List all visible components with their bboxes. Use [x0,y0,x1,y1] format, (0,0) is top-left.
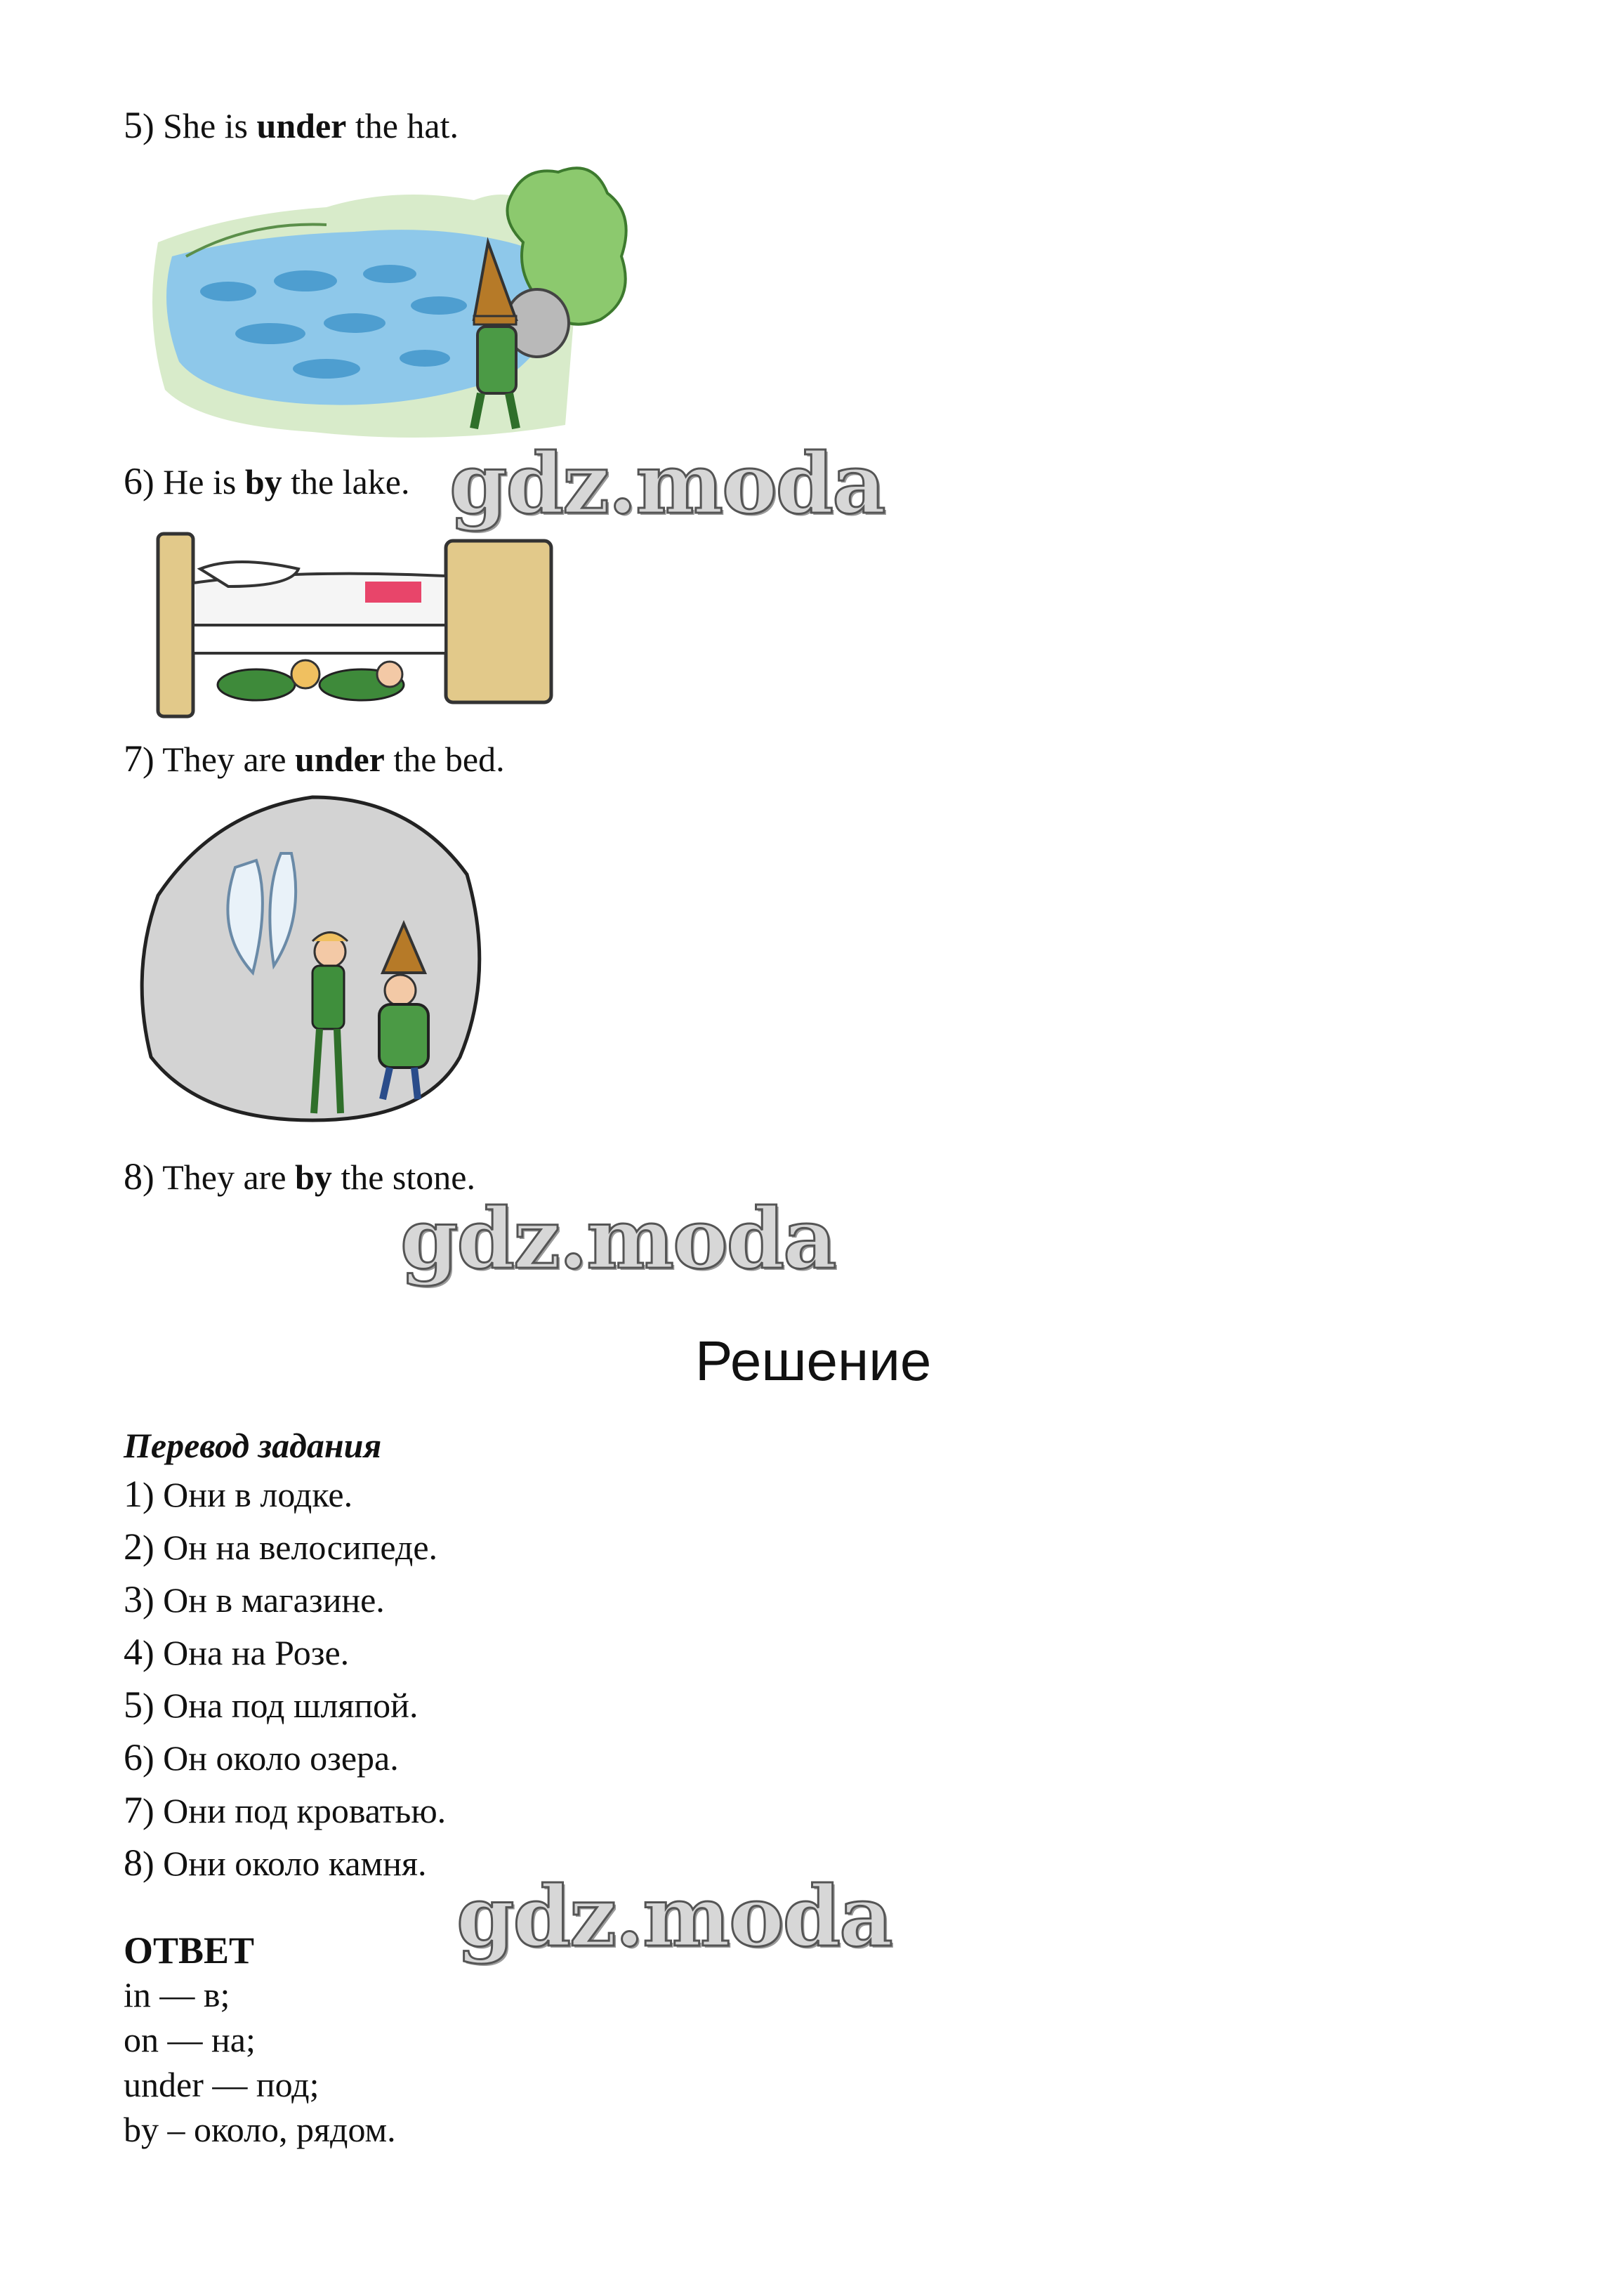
lake-illustration [144,158,678,439]
translation-item: 3) Он в магазине. [124,1578,385,1620]
translation-item: 5) Она под шляпой. [124,1684,419,1726]
watermark: gdz.moda [456,1868,892,1965]
answer-item: on — на; [124,2020,256,2059]
translation-item: 1) Они в лодке. [124,1473,353,1515]
answer-item: in — в; [124,1975,230,2014]
watermark: gdz.moda [400,1190,836,1287]
answer-list [124,1972,396,2152]
answer-item: under — под; [124,2065,319,2104]
translation-item: 8) Они около камня. [124,1842,427,1884]
translation-item: 4) Она на Розе. [124,1631,350,1673]
solution-heading: Решение [695,1330,932,1392]
answer-title: ОТВЕТ [124,1929,255,1972]
translation-list [124,1468,446,1889]
translation-item: 6) Он около озера. [124,1736,399,1778]
translation-item: 2) Он на велосипеде. [124,1526,438,1568]
answer-item: by – около, рядом. [124,2110,396,2149]
translation-title: Перевод задания [124,1426,382,1465]
bed-illustration [151,527,558,723]
translation-item: 7) Они под кроватью. [124,1789,447,1831]
exercise-sentence-5: 5) She is under the hat. [124,104,459,146]
exercise-sentence-8: 8) They are by the stone. [124,1155,475,1198]
watermark: gdz.moda [449,435,885,532]
exercise-sentence-7: 7) They are under the bed. [124,737,505,780]
stone-illustration [130,790,495,1141]
exercise-sentence-6: 6) He is by the lake. [124,460,410,502]
